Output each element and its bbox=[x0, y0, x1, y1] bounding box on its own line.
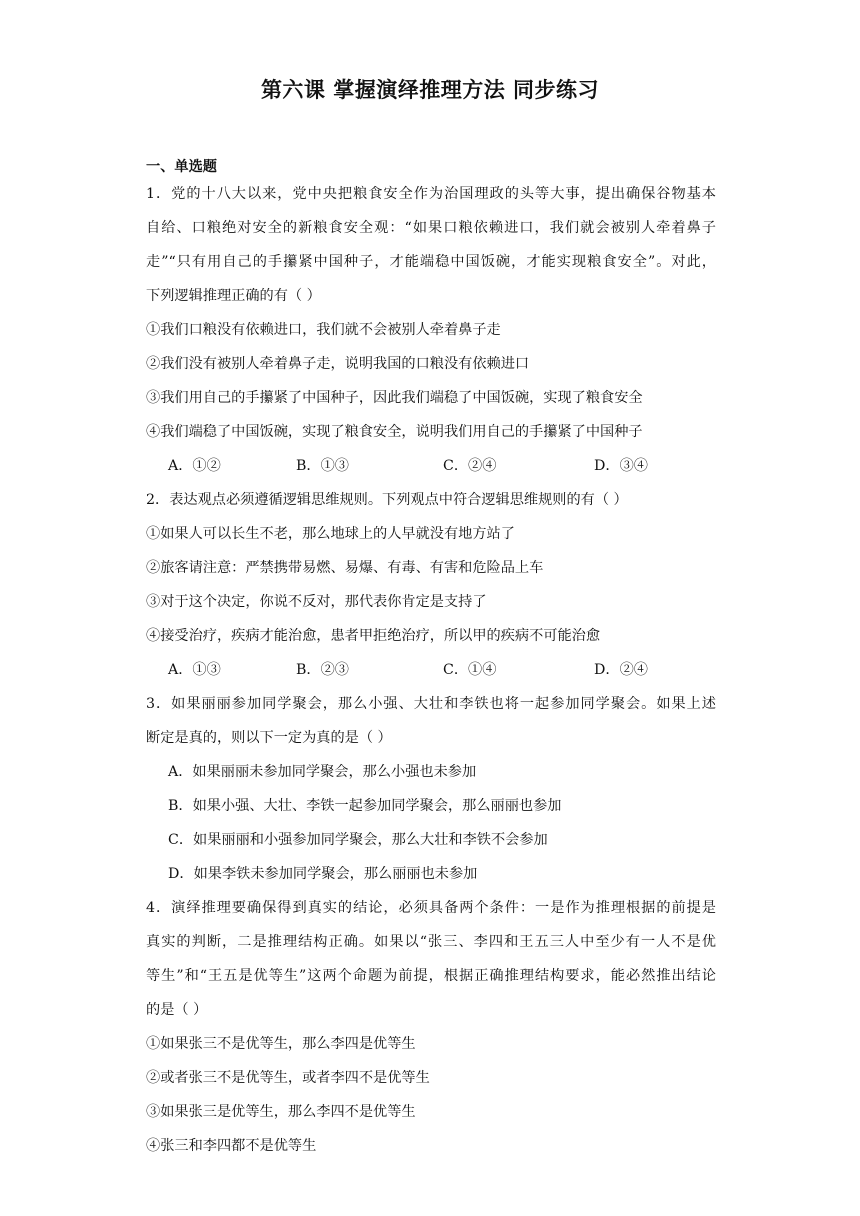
question-3-text-line: 断定是真的，则以下一定为真的是（ ） bbox=[146, 730, 392, 746]
option-c[interactable]: C．①④ bbox=[443, 662, 497, 678]
question-4-statement: ③如果张三是优等生，那么李四不是优等生 bbox=[146, 1104, 416, 1120]
question-4-text-line: 4．演绎推理要确保得到真实的结论，必须具备两个条件：一是作为推理根据的前提是 bbox=[146, 900, 716, 916]
question-1-statement: ③我们用自己的手攥紧了中国种子，因此我们端稳了中国饭碗，实现了粮食安全 bbox=[146, 390, 643, 406]
question-1-text-line: 自给、口粮绝对安全的新粮食安全观：“如果口粮依赖进口，我们就会被别人牵着鼻子 bbox=[146, 220, 716, 236]
question-4-text-line: 真实的判断，二是推理结构正确。如果以“张三、李四和王五三人中至少有一人不是优 bbox=[146, 934, 716, 950]
option-c[interactable]: C．②④ bbox=[443, 458, 497, 474]
page-title: 第六课 掌握演绎推理方法 同步练习 bbox=[260, 78, 600, 102]
option-b[interactable]: B．如果小强、大壮、李铁一起参加同学聚会，那么丽丽也参加 bbox=[168, 798, 562, 814]
option-d[interactable]: D．③④ bbox=[594, 458, 648, 474]
question-1-statement: ④我们端稳了中国饭碗，实现了粮食安全，说明我们用自己的手攥紧了中国种子 bbox=[146, 424, 643, 440]
question-2-text-line: 2．表达观点必须遵循逻辑思维规则。下列观点中符合逻辑思维规则的有（ ） bbox=[146, 492, 628, 508]
option-a[interactable]: A．①② bbox=[168, 458, 221, 474]
option-d[interactable]: D．②④ bbox=[594, 662, 648, 678]
question-4-statement: ④张三和李四都不是优等生 bbox=[146, 1138, 317, 1154]
option-a[interactable]: A．如果丽丽未参加同学聚会，那么小强也未参加 bbox=[168, 764, 477, 780]
question-1-text-line: 1．党的十八大以来，党中央把粮食安全作为治国理政的头等大事，提出确保谷物基本 bbox=[146, 186, 716, 202]
question-2-statement: ②旅客请注意：严禁携带易燃、易爆、有毒、有害和危险品上车 bbox=[146, 560, 544, 576]
question-4-statement: ②或者张三不是优等生，或者李四不是优等生 bbox=[146, 1070, 430, 1086]
section-heading: 一、单选题 bbox=[146, 159, 217, 175]
option-c[interactable]: C．如果丽丽和小强参加同学聚会，那么大壮和李铁不会参加 bbox=[168, 832, 548, 848]
question-1-statement: ②我们没有被别人牵着鼻子走，说明我国的口粮没有依赖进口 bbox=[146, 356, 530, 372]
option-b[interactable]: B．②③ bbox=[296, 662, 349, 678]
option-a[interactable]: A．①③ bbox=[168, 662, 221, 678]
question-1-options bbox=[168, 456, 728, 476]
question-1-text-line: 走”“只有用自己的手攥紧中国种子，才能端稳中国饭碗，才能实现粮食安全”。对此， bbox=[146, 254, 716, 270]
question-1-statement: ①我们口粮没有依赖进口，我们就不会被别人牵着鼻子走 bbox=[146, 322, 501, 338]
question-2-statement: ①如果人可以长生不老，那么地球上的人早就没有地方站了 bbox=[146, 526, 515, 542]
option-d[interactable]: D．如果李铁未参加同学聚会，那么丽丽也未参加 bbox=[168, 866, 478, 882]
question-4-statement: ①如果张三不是优等生，那么李四是优等生 bbox=[146, 1036, 416, 1052]
question-2-statement: ③对于这个决定，你说不反对，那代表你肯定是支持了 bbox=[146, 594, 487, 610]
question-2-statement: ④接受治疗，疾病才能治愈，患者甲拒绝治疗，所以甲的疾病不可能治愈 bbox=[146, 628, 601, 644]
question-2-options bbox=[168, 660, 728, 680]
question-4-text-line: 的是（ ） bbox=[146, 1002, 208, 1018]
option-b[interactable]: B．①③ bbox=[296, 458, 349, 474]
question-1-text-line: 下列逻辑推理正确的有（ ） bbox=[146, 288, 321, 304]
question-4-text-line: 等生”和“王五是优等生”这两个命题为前提，根据正确推理结构要求，能必然推出结论 bbox=[146, 968, 716, 984]
question-3-text-line: 3．如果丽丽参加同学聚会，那么小强、大壮和李铁也将一起参加同学聚会。如果上述 bbox=[146, 696, 716, 712]
